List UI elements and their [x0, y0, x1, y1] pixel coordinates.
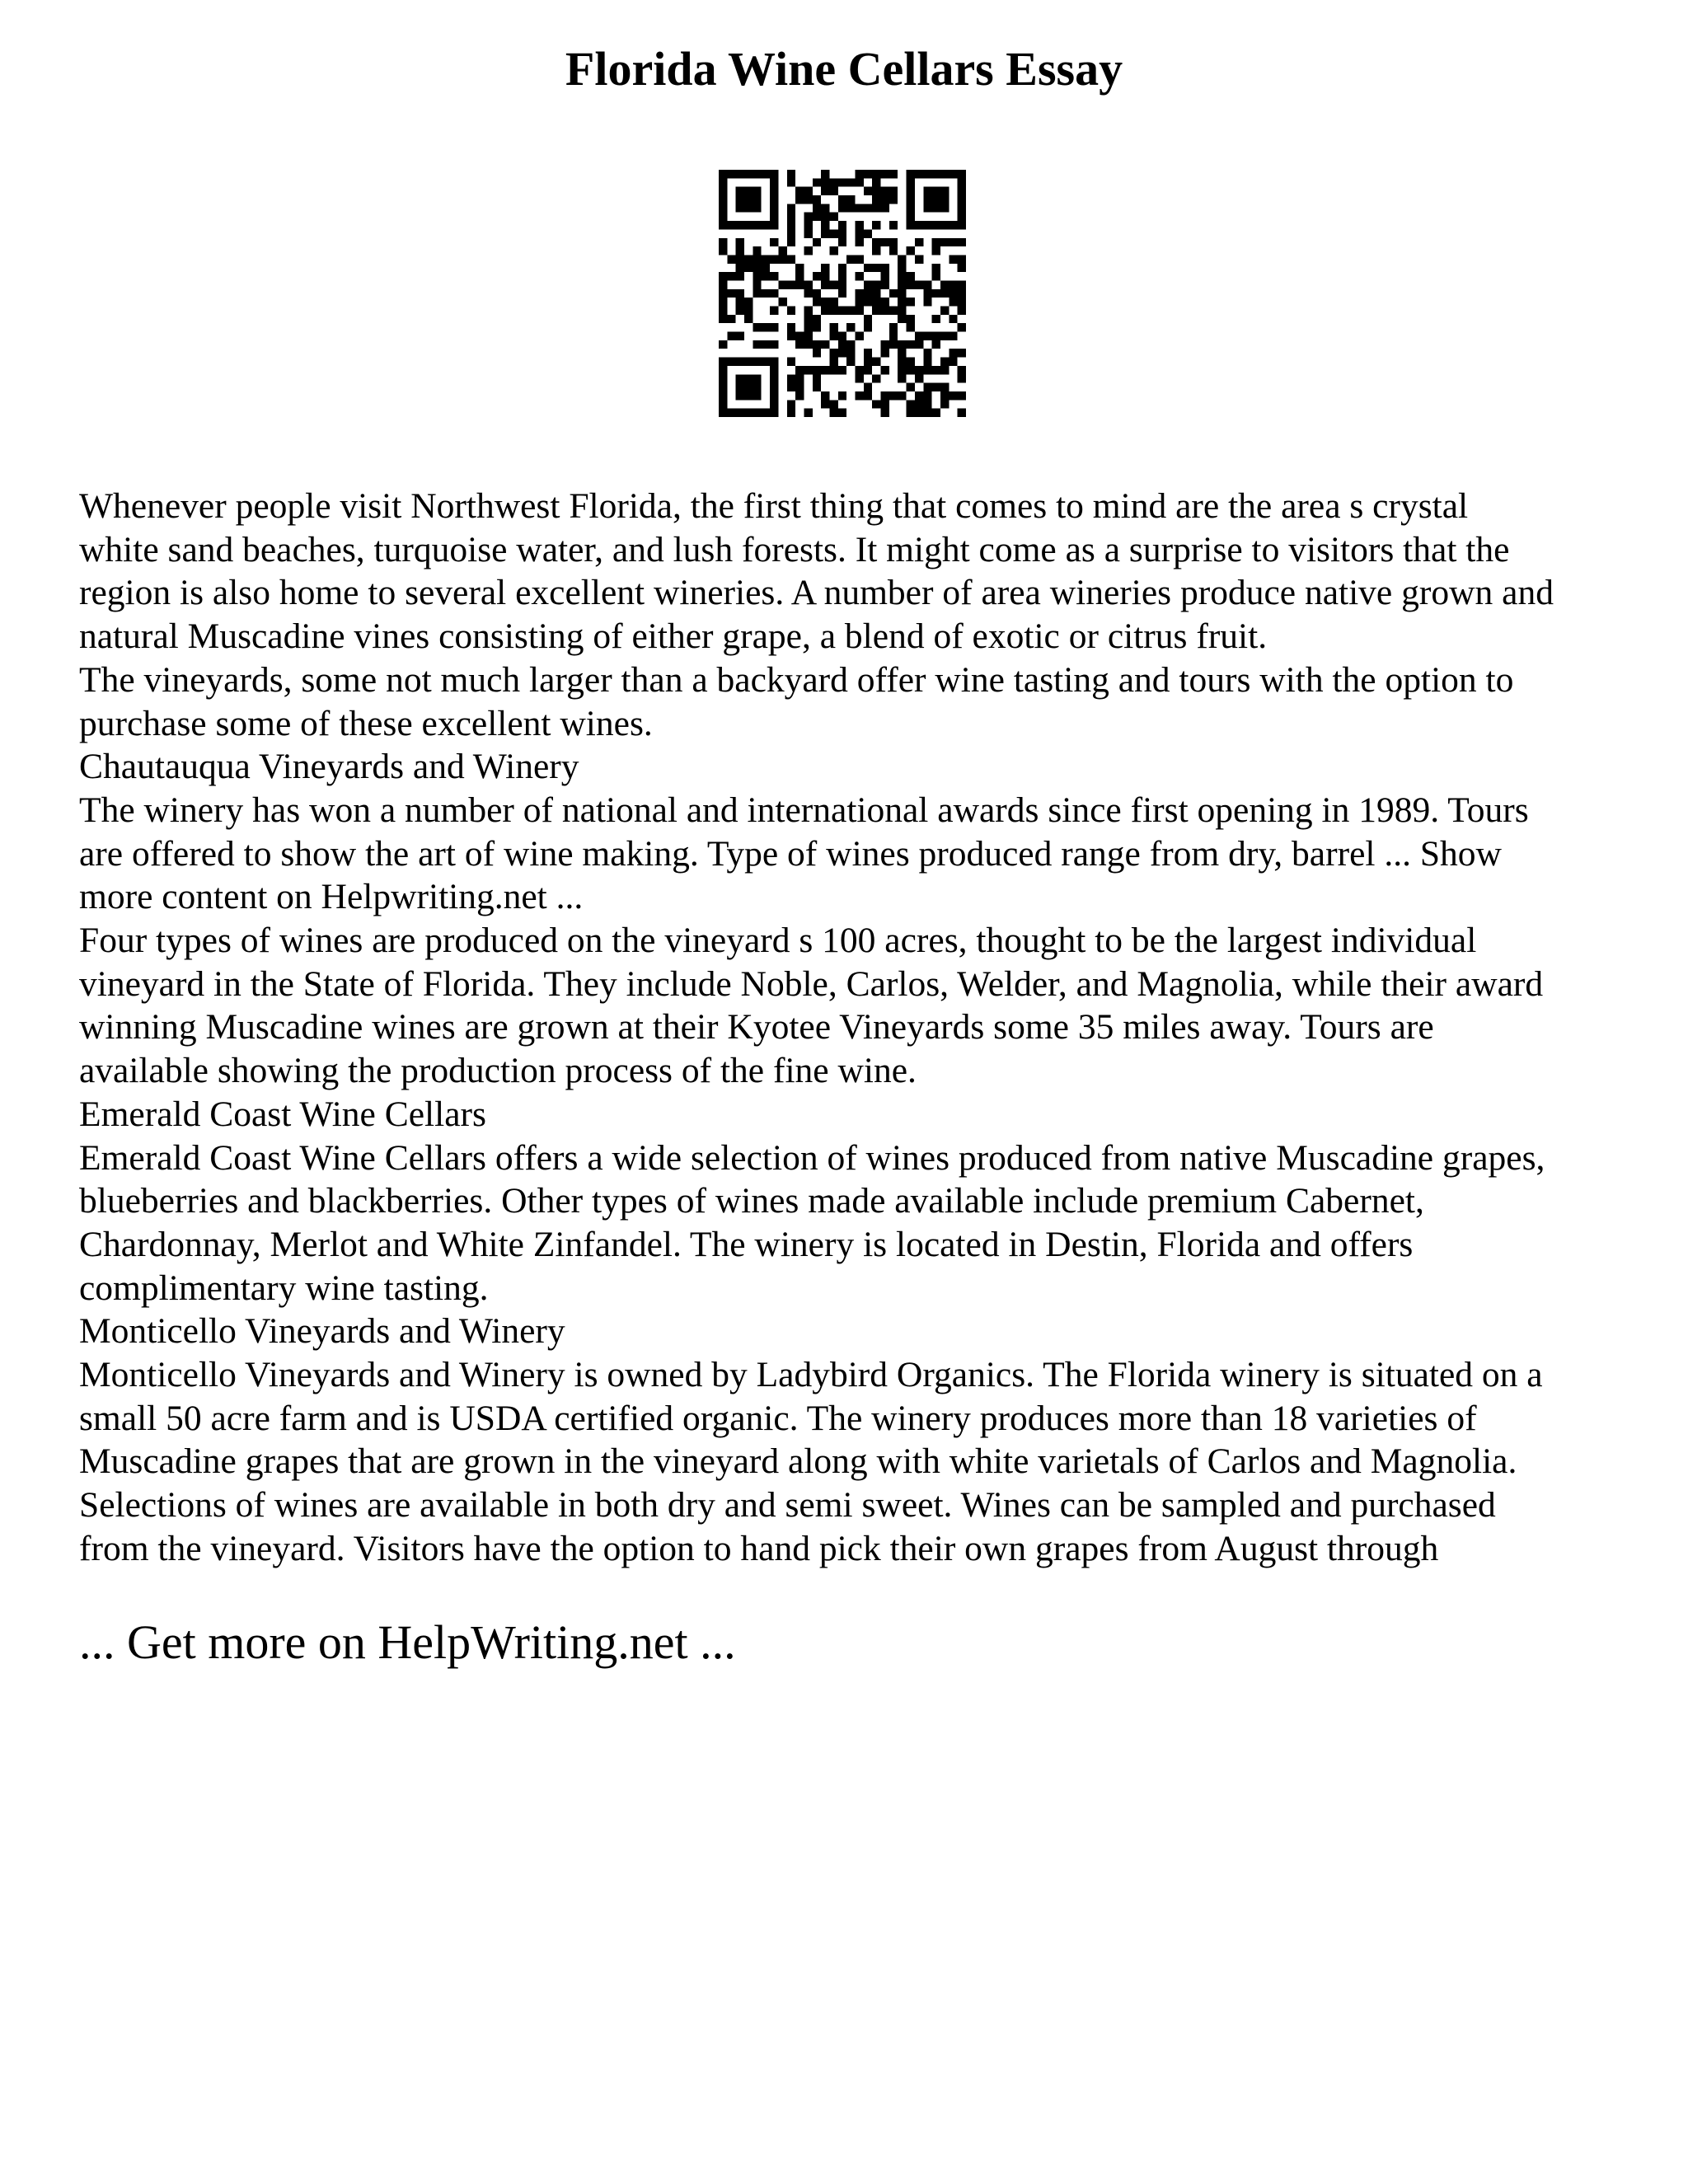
essay-line: region is also home to several excellent wineries. A number of area wineries produce native grown and	[79, 573, 1554, 613]
essay-line: Muscadine grapes that are grown in the vineyard along with white varietals of Carlos and Magnolia.	[79, 1441, 1517, 1482]
essay-line: Emerald Coast Wine Cellars offers a wide selection of wines produced from native Muscadine grapes,	[79, 1137, 1545, 1178]
essay-line: purchase some of these excellent wines.	[79, 703, 653, 743]
section-heading: Emerald Coast Wine Cellars	[79, 1094, 486, 1134]
essay-line: from the vineyard. Visitors have the option to hand pick their own grapes from August through	[79, 1528, 1439, 1568]
essay-line: Four types of wines are produced on the vineyard s 100 acres, thought to be the largest individual	[79, 921, 1477, 961]
page-title: Florida Wine Cellars Essay	[565, 42, 1123, 96]
essay-line: The winery has won a number of national and international awards since first opening in 1989. Tours	[79, 790, 1529, 830]
essay-body	[79, 485, 1629, 1571]
essay-line: blueberries and blackberries. Other types of wines made available include premium Cabernet,	[79, 1181, 1424, 1221]
essay-line: Monticello Vineyards and Winery is owned by Ladybird Organics. The Florida winery is situated on a	[79, 1355, 1543, 1395]
essay-line: vineyard in the State of Florida. They include Noble, Carlos, Welder, and Magnolia, while their award	[79, 963, 1544, 1004]
essay-line: more content on Helpwriting.net ...	[79, 877, 584, 917]
essay-line: are offered to show the art of wine making. Type of wines produced range from dry, barrel ... Show	[79, 833, 1502, 874]
essay-line: natural Muscadine vines consisting of either grape, a blend of exotic or citrus fruit.	[79, 616, 1268, 657]
section-heading: Monticello Vineyards and Winery	[79, 1311, 565, 1352]
essay-line: The vineyards, some not much larger than a backyard offer wine tasting and tours with the option to	[79, 659, 1514, 700]
essay-line: available showing the production process of the fine wine.	[79, 1051, 917, 1091]
essay-line: small 50 acre farm and is USDA certified organic. The winery produces more than 18 varieties of	[79, 1398, 1477, 1438]
essay-line: Chardonnay, Merlot and White Zinfandel. The winery is located in Destin, Florida and offers	[79, 1224, 1414, 1264]
section-heading: Chautauqua Vineyards and Winery	[79, 747, 579, 787]
get-more-link[interactable]: ... Get more on HelpWriting.net ...	[79, 1615, 736, 1669]
essay-line: Selections of wines are available in both dry and semi sweet. Wines can be sampled and purchased	[79, 1485, 1496, 1526]
qr-code-icon	[719, 170, 966, 417]
essay-line: Whenever people visit Northwest Florida, the first thing that comes to mind are the area s crystal	[79, 486, 1469, 526]
essay-line: white sand beaches, turquoise water, and lush forests. It might come as a surprise to visitors that the	[79, 529, 1510, 569]
essay-line: complimentary wine tasting.	[79, 1268, 489, 1308]
essay-line: winning Muscadine wines are grown at their Kyotee Vineyards some 35 miles away. Tours are	[79, 1007, 1434, 1047]
